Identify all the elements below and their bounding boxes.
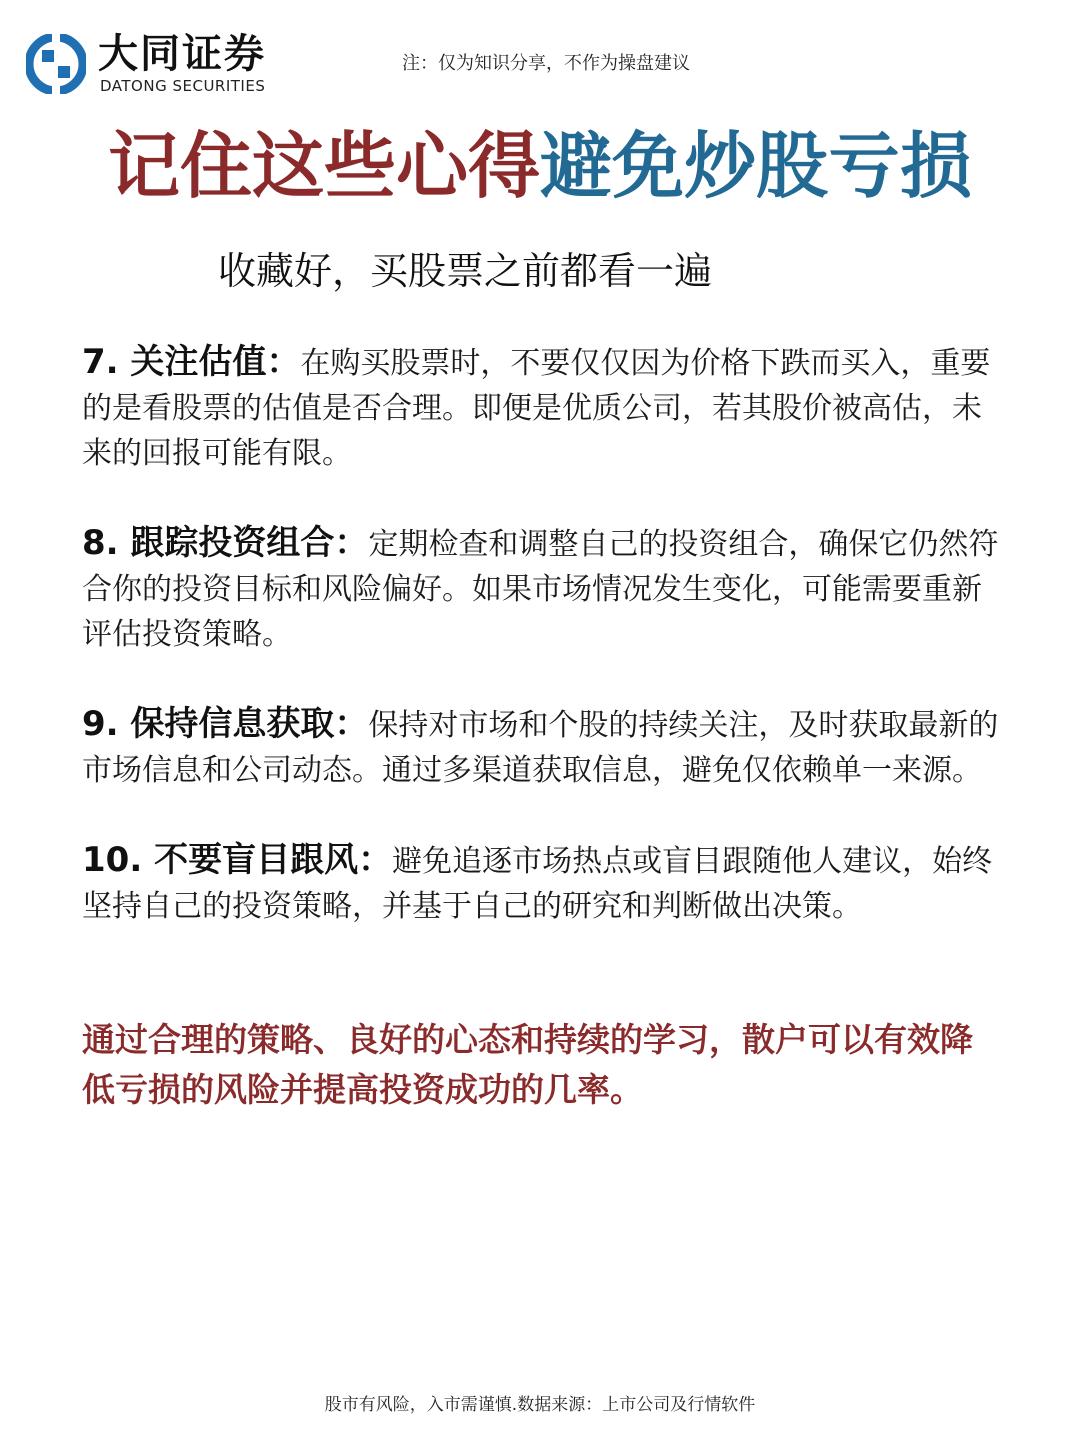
header <box>26 30 1056 100</box>
tip-item-8 <box>82 521 1002 657</box>
brand-name-en: DATONG SECURITIES <box>100 77 266 95</box>
tip-heading: 7. 关注估值： <box>82 342 301 382</box>
title-part-2: 避免炒股亏损 <box>540 124 973 208</box>
disclaimer-note: 注：仅为知识分享，不作为操盘建议 <box>402 53 690 74</box>
footer-note: 股市有风险，入市需谨慎.数据来源：上市公司及行情软件 <box>324 1395 756 1415</box>
page-title <box>0 122 1080 210</box>
tip-item-9 <box>82 702 1002 793</box>
tip-heading: 9. 保持信息获取： <box>82 704 369 744</box>
tip-body: 定期检查和调整自己的投资组合，确保它仍然符合你的投资目标和风险偏好。如果市场情况发生变化，可能需要重新评估投资策略。 <box>82 527 999 652</box>
tips-list <box>82 340 1002 974</box>
tip-item-10 <box>82 838 1002 929</box>
page-subtitle: 收藏好，买股票之前都看一遍 <box>218 249 713 293</box>
tip-heading: 10. 不要盲目跟风： <box>82 840 393 880</box>
tip-body: 在购买股票时，不要仅仅因为价格下跌而买入，重要的是看股票的估值是否合理。即便是优质公司，若其股价被高估，未来的回报可能有限。 <box>82 346 991 471</box>
datong-logo-icon <box>26 34 86 94</box>
title-part-1: 记住这些心得 <box>107 124 540 208</box>
tip-body: 避免追逐市场热点或盲目跟随他人建议，始终坚持自己的投资策略，并基于自己的研究和判断做出决策。 <box>82 844 993 924</box>
tip-heading: 8. 跟踪投资组合： <box>82 523 369 563</box>
brand-name-cn: 大同证券 <box>98 31 266 77</box>
conclusion-text: 通过合理的策略、良好的心态和持续的学习，散户可以有效降低亏损的风险并提高投资成功的几率。 <box>82 1020 973 1109</box>
tip-item-7 <box>82 340 1002 476</box>
tip-body: 保持对市场和个股的持续关注，及时获取最新的市场信息和公司动态。通过多渠道获取信息，避免仅依赖单一来源。 <box>82 708 999 788</box>
